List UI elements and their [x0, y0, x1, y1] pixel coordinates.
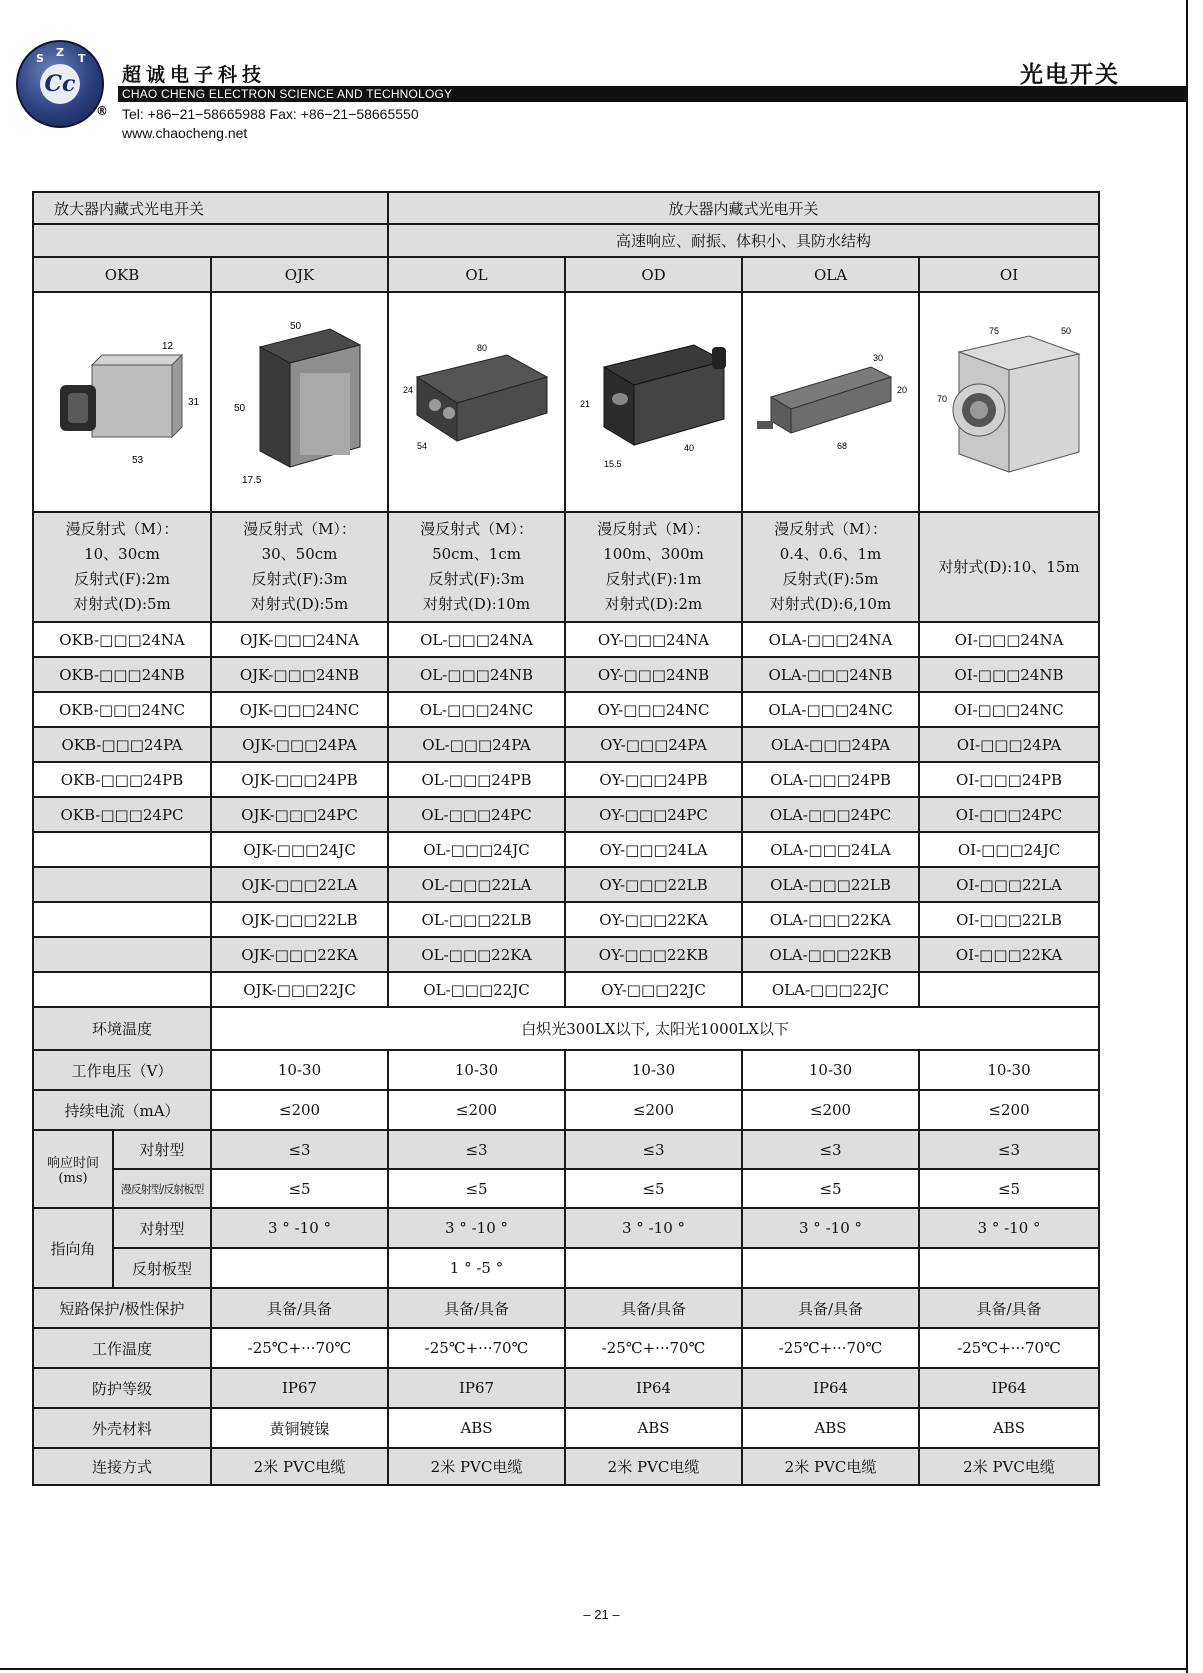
part-number: OI-□□□24NA [919, 622, 1099, 657]
env-temp-value: 白炽光300LX以下, 太阳光1000LX以下 [211, 1007, 1099, 1050]
part-number: OY-□□□24NA [565, 622, 742, 657]
protection-value: 具备/具备 [919, 1288, 1099, 1328]
angle-reflector-value [565, 1248, 742, 1288]
current-value: ≤200 [388, 1090, 565, 1130]
part-number [33, 867, 211, 902]
part-number: OJK-□□□24PB [211, 762, 388, 797]
dimension-label: 31 [188, 397, 200, 408]
part-number [33, 937, 211, 972]
part-number: OLA-□□□24NB [742, 657, 919, 692]
angle-through-value: 3 ° -10 ° [388, 1208, 565, 1248]
logo-letter-s: S [36, 52, 44, 65]
part-number: OLA-□□□24PC [742, 797, 919, 832]
part-number: OLA-□□□24NC [742, 692, 919, 727]
company-name-en: CHAO CHENG ELECTRON SCIENCE AND TECHNOLOGY [122, 87, 453, 101]
model-header: OKB [33, 257, 211, 292]
detection-range-od [565, 512, 742, 622]
part-number: OY-□□□22JC [565, 972, 742, 1007]
part-number: OL-□□□24NB [388, 657, 565, 692]
part-number: OLA-□□□24NA [742, 622, 919, 657]
protection-value: 具备/具备 [565, 1288, 742, 1328]
part-number: OL-□□□22JC [388, 972, 565, 1007]
voltage-value: 10-30 [565, 1050, 742, 1090]
voltage-label: 工作电压（V） [33, 1050, 211, 1090]
part-number: OKB-□□□24PB [33, 762, 211, 797]
table-title-left: 放大器内藏式光电开关 [33, 192, 388, 224]
response-diffuse-value: ≤5 [211, 1169, 388, 1208]
dimension-label: 21 [579, 399, 590, 409]
bottom-margin-rule [0, 1668, 1188, 1670]
part-number: OKB-□□□24NB [33, 657, 211, 692]
response-time-title: 响应时间 [46, 1156, 99, 1171]
detection-line: 漫反射式（M）： [420, 520, 533, 538]
ip-rating-value: IP64 [742, 1368, 919, 1408]
part-number: OLA-□□□24LA [742, 832, 919, 867]
dimension-label: 20 [896, 385, 907, 395]
dimension-label: 40 [683, 443, 694, 453]
company-website: www.chaocheng.net [122, 125, 248, 141]
part-number: OL-□□□24PA [388, 727, 565, 762]
page-category-title: 光电开关 [1020, 62, 1120, 88]
response-through-value: ≤3 [742, 1130, 919, 1169]
part-number: OKB-□□□24NC [33, 692, 211, 727]
connection-value: 2米 PVC电缆 [211, 1448, 388, 1485]
current-label: 持续电流（mA） [33, 1090, 211, 1130]
dimension-label: 70 [937, 394, 948, 404]
dimension-label: 68 [836, 441, 847, 451]
part-number: OY-□□□24PA [565, 727, 742, 762]
current-value: ≤200 [919, 1090, 1099, 1130]
ip-rating-value: IP67 [388, 1368, 565, 1408]
detection-range-okb [33, 512, 211, 622]
part-number: OI-□□□22LB [919, 902, 1099, 937]
ip-rating-value: IP64 [565, 1368, 742, 1408]
response-through-value: ≤3 [919, 1130, 1099, 1169]
response-diffuse-value: ≤5 [742, 1169, 919, 1208]
detection-line: 反射式(F):2m [74, 570, 170, 588]
part-number: OL-□□□24JC [388, 832, 565, 867]
current-value: ≤200 [211, 1090, 388, 1130]
voltage-value: 10-30 [742, 1050, 919, 1090]
feature-cell-empty [33, 224, 388, 257]
response-time-label [33, 1130, 113, 1208]
detection-line: 反射式(F):3m [251, 570, 348, 588]
dimension-label: 80 [476, 343, 487, 353]
protection-value: 具备/具备 [211, 1288, 388, 1328]
protection-value: 具备/具备 [388, 1288, 565, 1328]
detection-line: 反射式(F):1m [605, 570, 702, 588]
current-value: ≤200 [742, 1090, 919, 1130]
part-number: OY-□□□22LB [565, 867, 742, 902]
current-value: ≤200 [565, 1090, 742, 1130]
dimension-label: 50 [289, 321, 301, 332]
housing-material-value: ABS [565, 1408, 742, 1448]
part-number: OLA-□□□22LB [742, 867, 919, 902]
voltage-value: 10-30 [211, 1050, 388, 1090]
connection-value: 2米 PVC电缆 [388, 1448, 565, 1485]
detection-line: 0.4、0.6、1m [779, 545, 882, 563]
part-number: OI-□□□24NB [919, 657, 1099, 692]
beam-angle-label: 指向角 [33, 1208, 113, 1288]
dimension-label: 24 [402, 385, 413, 395]
part-number: OKB-□□□24PA [33, 727, 211, 762]
connection-value: 2米 PVC电缆 [919, 1448, 1099, 1485]
feature-description: 高速响应、耐振、体积小、具防水结构 [388, 224, 1099, 257]
part-number: OJK-□□□22JC [211, 972, 388, 1007]
part-number: OJK-□□□24NA [211, 622, 388, 657]
company-name-cn: 超诚电子科技 [122, 64, 267, 86]
housing-material-value: ABS [742, 1408, 919, 1448]
housing-material-value: ABS [919, 1408, 1099, 1448]
part-number: OL-□□□22LB [388, 902, 565, 937]
protection-value: 具备/具备 [742, 1288, 919, 1328]
part-number [919, 972, 1099, 1007]
part-number: OI-□□□24NC [919, 692, 1099, 727]
product-image-ojk [211, 292, 388, 512]
detection-range-ola [742, 512, 919, 622]
angle-through-value: 3 ° -10 ° [742, 1208, 919, 1248]
part-number: OY-□□□24LA [565, 832, 742, 867]
detection-line: 对射式(D):5m [73, 595, 171, 613]
ip-rating-value: IP64 [919, 1368, 1099, 1408]
model-header: OLA [742, 257, 919, 292]
angle-through-value: 3 ° -10 ° [211, 1208, 388, 1248]
voltage-value: 10-30 [388, 1050, 565, 1090]
angle-through-label: 对射型 [113, 1208, 211, 1248]
operating-temp-value: -25℃+···70℃ [919, 1328, 1099, 1368]
dimension-label: 53 [132, 455, 144, 466]
company-logo [16, 40, 104, 128]
detection-line: 漫反射式（M）： [65, 520, 179, 538]
detection-line: 漫反射式（M）： [243, 520, 356, 538]
part-number: OLA-□□□22JC [742, 972, 919, 1007]
angle-reflector-label: 反射板型 [113, 1248, 211, 1288]
part-number: OI-□□□24PB [919, 762, 1099, 797]
table-title-right: 放大器内藏式光电开关 [388, 192, 1099, 224]
model-header: OI [919, 257, 1099, 292]
part-number: OJK-□□□22LA [211, 867, 388, 902]
connection-label: 连接方式 [33, 1448, 211, 1485]
product-image-ola [742, 292, 919, 512]
detection-line: 漫反射式（M）： [597, 520, 710, 538]
part-number: OY-□□□24PB [565, 762, 742, 797]
logo-letter-z: Z [56, 46, 64, 59]
angle-reflector-value [742, 1248, 919, 1288]
part-number: OI-□□□24PC [919, 797, 1099, 832]
response-through-value: ≤3 [211, 1130, 388, 1169]
detection-line: 对射式(D):10m [422, 595, 531, 613]
part-number: OI-□□□22LA [919, 867, 1099, 902]
housing-material-label: 外壳材料 [33, 1408, 211, 1448]
spec-table [32, 191, 1100, 1486]
response-diffuse-label: 漫反射型/反射板型 [113, 1169, 211, 1208]
operating-temp-value: -25℃+···70℃ [565, 1328, 742, 1368]
detection-line: 对射式(D):5m [250, 595, 349, 613]
part-number: OLA-□□□22KA [742, 902, 919, 937]
model-header: OD [565, 257, 742, 292]
angle-reflector-value [211, 1248, 388, 1288]
part-number: OL-□□□24NA [388, 622, 565, 657]
part-number: OLA-□□□22KB [742, 937, 919, 972]
operating-temp-value: -25℃+···70℃ [388, 1328, 565, 1368]
connection-value: 2米 PVC电缆 [742, 1448, 919, 1485]
part-number: OI-□□□22KA [919, 937, 1099, 972]
part-number [33, 902, 211, 937]
dimension-label: 15.5 [603, 459, 622, 469]
angle-through-value: 3 ° -10 ° [919, 1208, 1099, 1248]
part-number: OJK-□□□22KA [211, 937, 388, 972]
part-number: OKB-□□□24PC [33, 797, 211, 832]
logo-letter-t: T [78, 52, 86, 65]
part-number: OJK-□□□24NB [211, 657, 388, 692]
response-through-label: 对射型 [113, 1130, 211, 1169]
part-number: OLA-□□□24PA [742, 727, 919, 762]
part-number: OY-□□□24PC [565, 797, 742, 832]
response-time-unit: (ms) [58, 1171, 88, 1186]
part-number: OI-□□□24PA [919, 727, 1099, 762]
response-through-value: ≤3 [565, 1130, 742, 1169]
part-number: OY-□□□22KA [565, 902, 742, 937]
part-number: OJK-□□□22LB [211, 902, 388, 937]
response-diffuse-value: ≤5 [565, 1169, 742, 1208]
part-number [33, 972, 211, 1007]
part-number: OY-□□□24NB [565, 657, 742, 692]
part-number: OY-□□□24NC [565, 692, 742, 727]
detection-line: 30、50cm [261, 545, 338, 563]
part-number [33, 832, 211, 867]
response-diffuse-value: ≤5 [388, 1169, 565, 1208]
part-number: OJK-□□□24JC [211, 832, 388, 867]
dimension-label: 17.5 [241, 475, 261, 486]
housing-material-value: ABS [388, 1408, 565, 1448]
response-diffuse-value: ≤5 [919, 1169, 1099, 1208]
part-number: OI-□□□24JC [919, 832, 1099, 867]
model-header: OJK [211, 257, 388, 292]
detection-line: 对射式(D):6,10m [769, 595, 892, 613]
ip-rating-label: 防护等级 [33, 1368, 211, 1408]
logo-mark: Cc [40, 64, 80, 104]
detection-line: 对射式(D):10、15m [938, 557, 1080, 576]
voltage-value: 10-30 [919, 1050, 1099, 1090]
detection-line: 反射式(F):5m [782, 570, 879, 588]
part-number: OL-□□□22LA [388, 867, 565, 902]
part-number: OJK-□□□24NC [211, 692, 388, 727]
part-number: OKB-□□□24NA [33, 622, 211, 657]
part-number: OY-□□□22KB [565, 937, 742, 972]
part-number: OLA-□□□24PB [742, 762, 919, 797]
operating-temp-label: 工作温度 [33, 1328, 211, 1368]
product-image-ol [388, 292, 565, 512]
page-number: – 21 – [583, 1607, 620, 1622]
part-number: OL-□□□24PB [388, 762, 565, 797]
model-header: OL [388, 257, 565, 292]
angle-reflector-value [919, 1248, 1099, 1288]
product-image-okb [33, 292, 211, 512]
angle-through-value: 3 ° -10 ° [565, 1208, 742, 1248]
detection-range-ol [388, 512, 565, 622]
angle-reflector-value: 1 ° -5 ° [388, 1248, 565, 1288]
part-number: OL-□□□24NC [388, 692, 565, 727]
detection-line: 50cm、1cm [432, 545, 521, 563]
registered-mark: ® [96, 104, 108, 118]
detection-line: 反射式(F):3m [428, 570, 525, 588]
dimension-label: 75 [989, 326, 1000, 336]
contact-phone-fax: Tel: +86−21−58665988 Fax: +86−21−58665550 [122, 106, 419, 122]
dimension-label: 50 [233, 403, 245, 414]
dimension-label: 54 [416, 441, 427, 451]
detection-line: 对射式(D):2m [604, 595, 703, 613]
part-number: OJK-□□□24PA [211, 727, 388, 762]
housing-material-value: 黄铜镀镍 [211, 1408, 388, 1448]
part-number: OL-□□□22KA [388, 937, 565, 972]
protection-label: 短路保护/极性保护 [33, 1288, 211, 1328]
connection-value: 2米 PVC电缆 [565, 1448, 742, 1485]
detection-range-oi [919, 512, 1099, 622]
detection-line: 100m、300m [603, 545, 704, 563]
product-image-oi [919, 292, 1099, 512]
operating-temp-value: -25℃+···70℃ [742, 1328, 919, 1368]
operating-temp-value: -25℃+···70℃ [211, 1328, 388, 1368]
detection-line: 10、30cm [84, 545, 160, 563]
dimension-label: 30 [872, 353, 883, 363]
right-margin-rule [1186, 0, 1188, 1673]
part-number: OJK-□□□24PC [211, 797, 388, 832]
part-number: OL-□□□24PC [388, 797, 565, 832]
dimension-label: 50 [1061, 326, 1072, 336]
detection-range-ojk [211, 512, 388, 622]
dimension-label: 12 [162, 341, 174, 352]
product-image-od [565, 292, 742, 512]
env-temp-label: 环境温度 [33, 1007, 211, 1050]
ip-rating-value: IP67 [211, 1368, 388, 1408]
response-through-value: ≤3 [388, 1130, 565, 1169]
detection-line: 漫反射式（M）： [774, 520, 887, 538]
